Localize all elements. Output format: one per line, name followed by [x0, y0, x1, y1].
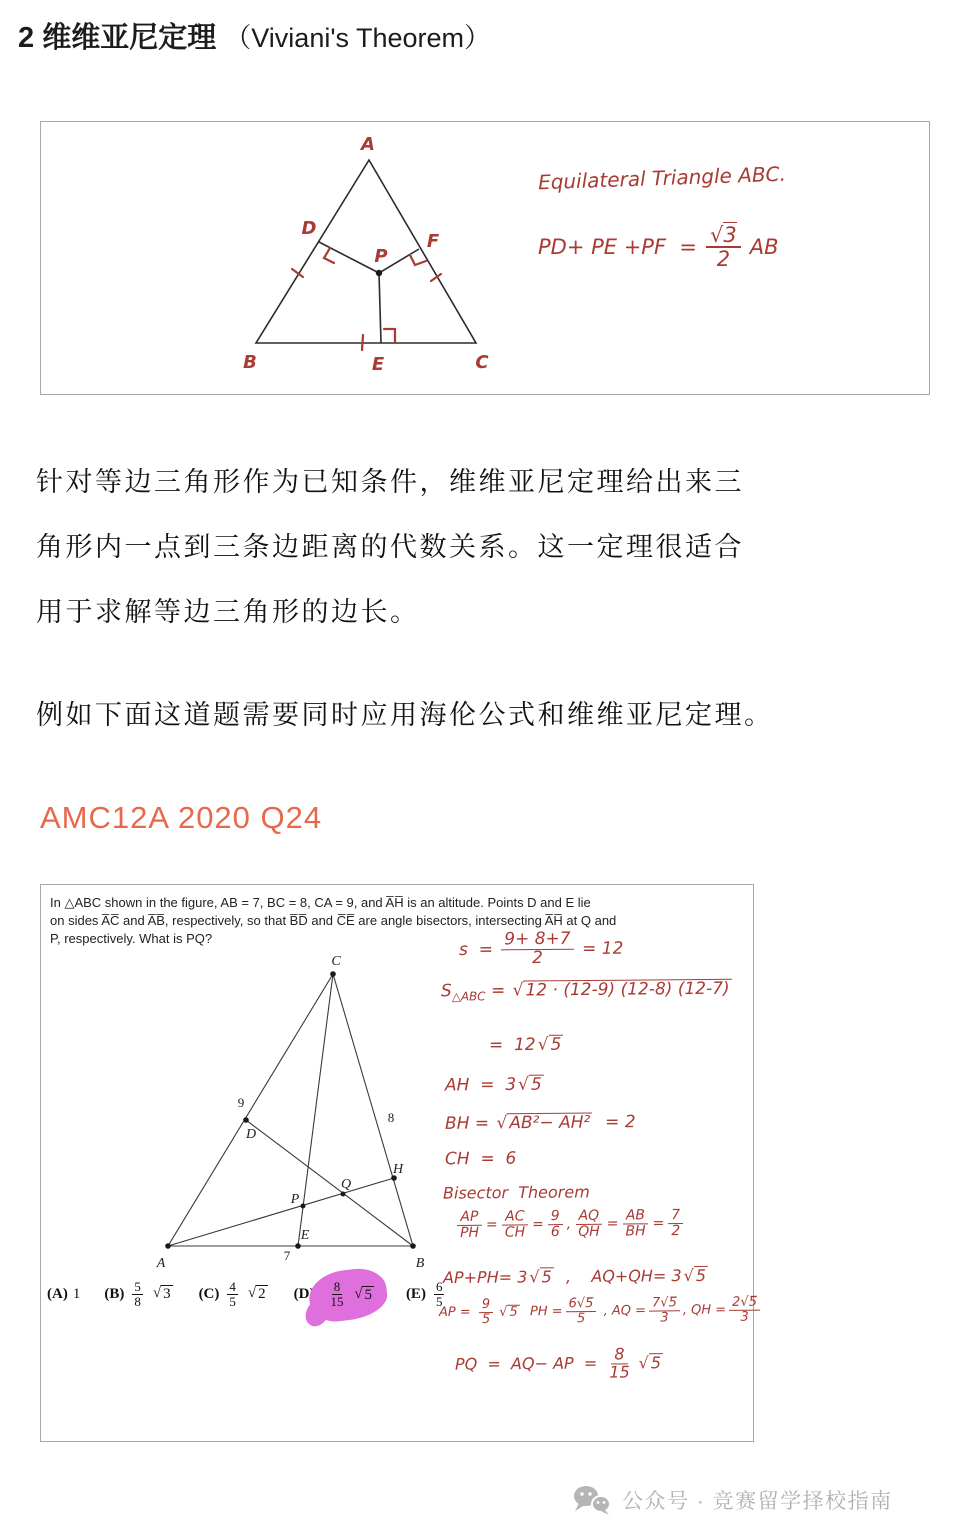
amc-heading: AMC12A 2020 Q24 — [40, 800, 323, 835]
intro-paragraph — [36, 462, 744, 657]
label-p: P — [374, 246, 388, 267]
title-english: （Viviani's Theorem） — [224, 23, 492, 53]
formula-lhs: PD+ PE +PF = — [538, 235, 697, 260]
tick-bc — [362, 335, 363, 350]
answer-b: (B) 5 8 √ 3 — [104, 1279, 171, 1309]
answer-e: (E) 6 5 — [405, 1279, 443, 1309]
answer-d-highlighted: (D) $\frac{8}{15}$ √ 5 — [294, 1277, 382, 1311]
title-chinese: 维维亚尼定理 — [42, 22, 217, 54]
label-d: D — [301, 218, 317, 239]
problem-line: on sides A̅C̅ and A̅B̅, respectively, so that B̅D̅ and C̅E̅ are angle bisectors, intersecting A̅H̅ at Q and — [50, 913, 617, 928]
example-paragraph: 例如下面这道题需要同时应用海伦公式和维维亚尼定理。 — [36, 700, 774, 730]
viviani-formula — [538, 224, 779, 270]
wechat-icon — [572, 1484, 612, 1516]
footer — [572, 1484, 893, 1516]
answer-c: (C) 4 5 √ 2 — [198, 1279, 266, 1309]
label-b: B — [415, 1256, 425, 1271]
paragraph-line: 用于求解等边三角形的边长。 — [36, 597, 420, 627]
point-p-dot — [376, 270, 382, 276]
side-ca-length: 9 — [237, 1095, 245, 1110]
label-h: H — [392, 1162, 404, 1177]
vertex-labels — [243, 134, 489, 375]
side-ab-length: 7 — [283, 1248, 291, 1263]
solution-line: s = $\frac{9+ 8+7}{2}$ = 12 — [458, 928, 624, 968]
label-f: F — [426, 231, 440, 252]
viviani-figure-box — [40, 121, 930, 395]
solution-line: $S_{\triangle ABC}$ = √ 12 · (12-9) (12-8) (12-7) — [441, 979, 734, 1004]
section-number: 2 — [18, 22, 35, 54]
formula-denominator: 2 — [716, 247, 731, 272]
solution-line: Bisector Theorem — [442, 1182, 590, 1203]
page-title — [18, 20, 491, 56]
label-d: D — [245, 1127, 257, 1142]
label-c: C — [475, 352, 489, 373]
label-p: P — [290, 1192, 300, 1207]
right-angle-mark-f — [410, 255, 426, 265]
label-a: A — [361, 134, 375, 155]
solution-line: = 12 √ 5 — [489, 1035, 566, 1056]
label-b: B — [243, 352, 257, 373]
equilateral-triangle — [256, 160, 476, 343]
solution-line: BH = √ AB²− AH² = 2 — [444, 1112, 636, 1134]
formula-radicand: 3 — [723, 223, 737, 247]
viviani-triangle-figure — [41, 122, 927, 392]
note-equilateral: Equilateral Triangle ABC. — [537, 161, 787, 195]
formula-rhs: AB — [749, 235, 779, 260]
solution-notes — [41, 885, 758, 1441]
label-e: E — [300, 1228, 310, 1243]
label-a: A — [156, 1256, 166, 1271]
answer-a: (A) 1 — [47, 1285, 81, 1302]
paragraph-line: 针对等边三角形作为已知条件，维维亚尼定理给出来三 — [36, 467, 744, 497]
solution-line: $\frac{AP}{PH}$ = $\frac{AC}{CH}$ = $\frac{9}{6}$ , $\frac{AQ}{QH}$ = $\frac{AB}{BH}$ = $\frac{7}{2}$ — [453, 1208, 687, 1240]
solution-line: AP+PH= 3 √ 5 , AQ+QH= 3 √ 5 — [443, 1266, 710, 1288]
problem-line: P, respectively. What is PQ? — [50, 931, 213, 946]
solution-line: CH = 6 — [444, 1148, 517, 1170]
solution-line: PQ = AQ− AP = $\frac{8}{15}$ √ 5 — [455, 1346, 665, 1382]
amc-problem-box — [40, 884, 758, 1442]
side-cb-length: 8 — [387, 1110, 395, 1125]
highlight-blob: $\frac{8}{15}$ √ 5 — [319, 1277, 381, 1311]
right-angle-mark-d — [324, 248, 334, 263]
label-e: E — [371, 354, 385, 375]
paragraph-line: 角形内一点到三条边距离的代数关系。这一定理很适合 — [36, 532, 744, 562]
right-angle-and-tick-marks — [292, 248, 441, 350]
formula-fraction: $\frac{√3}{2}$ — [706, 224, 741, 270]
footer-text: 公众号 · 竞赛留学择校指南 — [622, 1490, 893, 1513]
label-q: Q — [340, 1177, 352, 1192]
solution-line: AP = $\frac{9}{5}$ √ 5 PH = $\frac{6√5̅}{5}$ , AQ = $\frac{7√5̅}{3}$ , QH = $\frac{2√5̅}{3}$ — [439, 1296, 763, 1327]
right-angle-mark-e — [384, 329, 395, 342]
problem-line: In △ABC shown in the figure, AB = 7, BC = 8, CA = 9, and A̅H̅ is an altitude. Points D and E lie — [50, 895, 591, 910]
solution-line: AH = 3 √ 5 — [445, 1075, 546, 1096]
label-c: C — [331, 954, 341, 969]
